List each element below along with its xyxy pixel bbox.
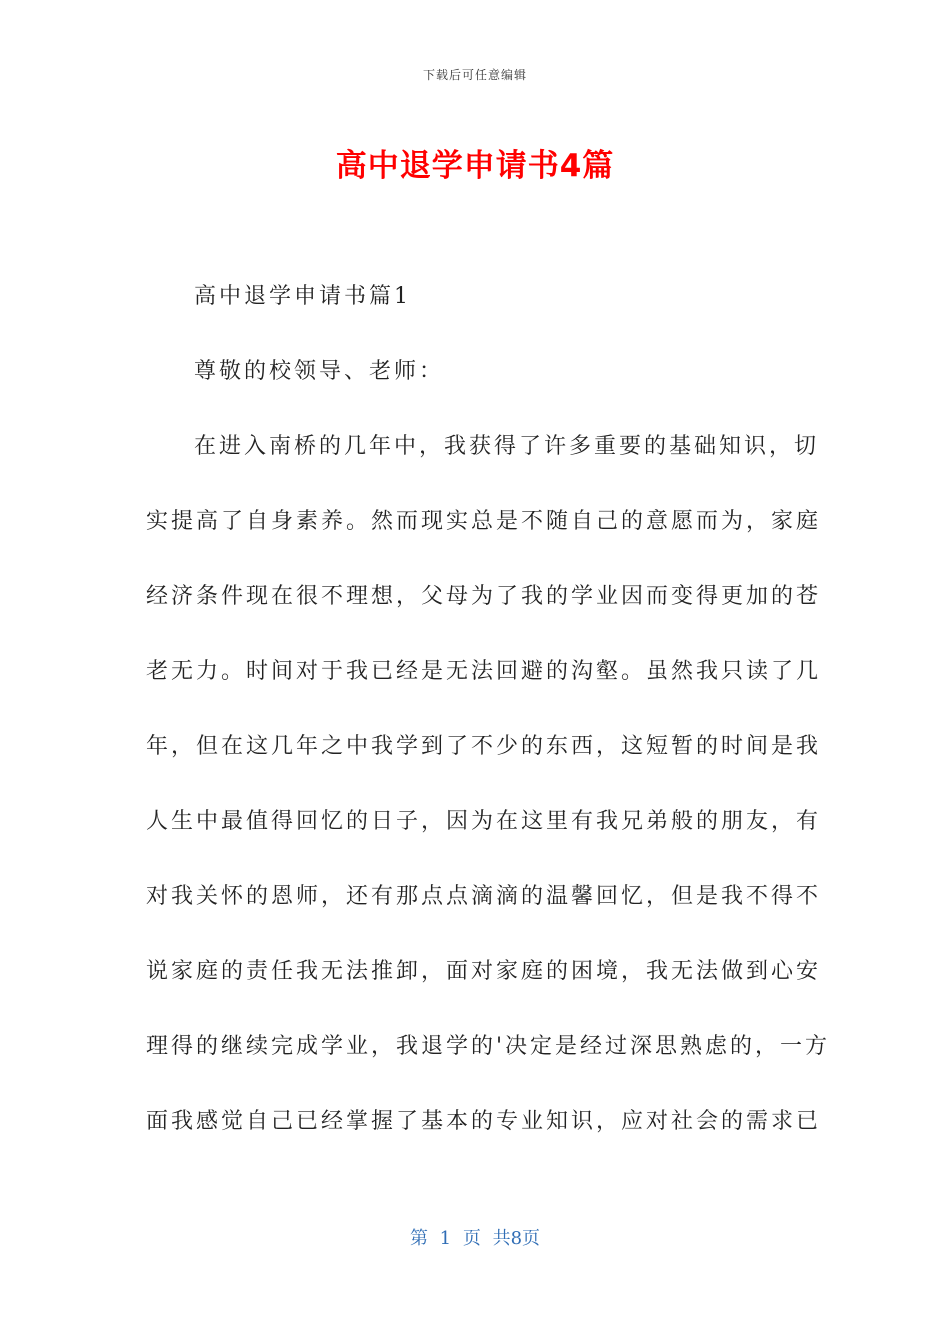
body-line: 在进入南桥的几年中，我获得了许多重要的基础知识，切 [194,434,820,459]
body-line: 实提高了自身素养。然而现实总是不随自己的意愿而为，家庭 [146,509,822,534]
body-line: 年，但在这几年之中我学到了不少的东西，这短暂的时间是我 [146,734,822,759]
body-line: 人生中最值得回忆的日子，因为在这里有我兄弟般的朋友，有 [146,809,822,834]
body-line: 理得的继续完成学业，我退学的'决定是经过深思熟虑的，一方 [146,1034,831,1059]
footer-total-pages: 8 [510,1228,523,1249]
body-line: 经济条件现在很不理想，父母为了我的学业因而变得更加的苍 [146,584,822,609]
body-line: 说家庭的责任我无法推卸，面对家庭的困境，我无法做到心安 [146,959,822,984]
document-body [146,272,831,1172]
body-line: 对我关怀的恩师，还有那点点滴滴的温馨回忆，但是我不得不 [146,884,822,909]
footer-middle: 页 共 [462,1228,511,1249]
body-line: 尊敬的校领导、老师： [194,359,445,384]
body-line: 老无力。时间对于我已经是无法回避的沟壑。虽然我只读了几 [146,659,822,684]
page-footer [0,1224,950,1250]
header-note: 下载后可任意编辑 [422,68,527,82]
footer-current-page: 1 [439,1228,452,1249]
footer-prefix: 第 [409,1228,428,1249]
footer-suffix: 页 [522,1228,541,1249]
body-line: 面我感觉自己已经掌握了基本的专业知识，应对社会的需求已 [146,1109,822,1134]
document-title: 高中退学申请书4篇 [335,148,615,184]
body-line: 高中退学申请书篇1 [194,284,411,309]
